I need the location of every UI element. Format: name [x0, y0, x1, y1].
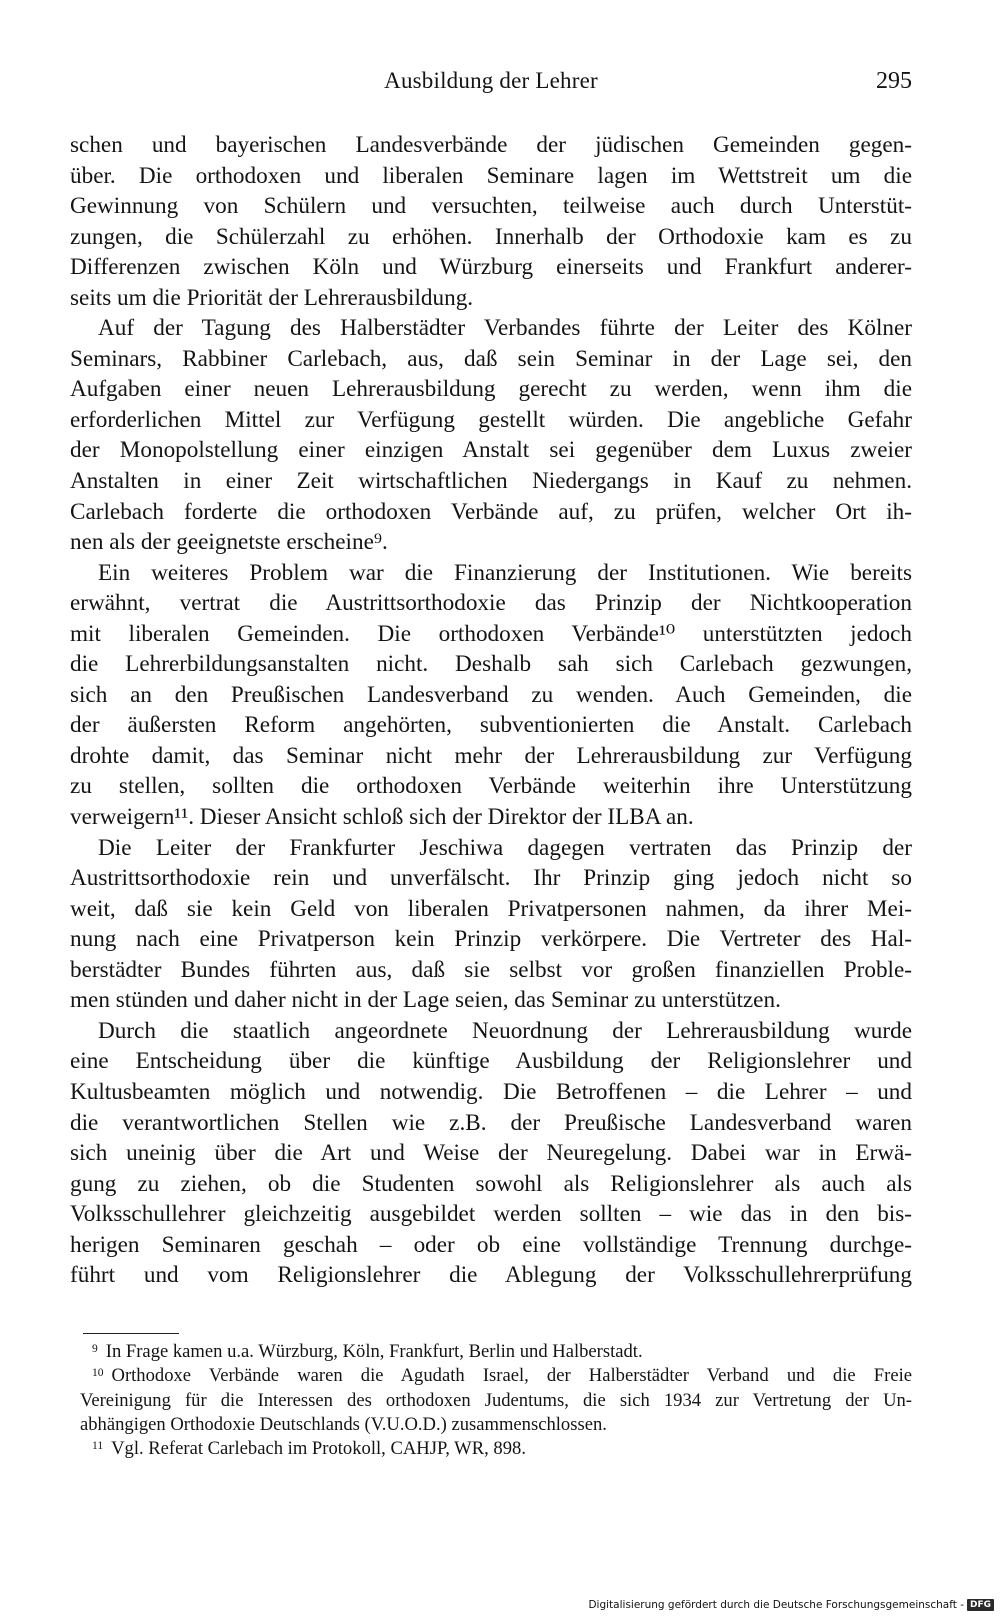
- footnote-line: Vereinigung für die Interessen des orthodoxen Judentums, die sich 1934 zur Vertretung der Un-: [80, 1389, 912, 1411]
- paragraph: [70, 833, 912, 1016]
- paragraph: [70, 130, 912, 313]
- footnote-text: Vgl. Referat Carlebach im Protokoll, CAHJP, WR, 898.: [111, 1438, 526, 1460]
- text-line: Aufgaben einer neuen Lehrerausbildung gerecht zu werden, wenn ihm die: [70, 376, 912, 403]
- text-line: Ein weiteres Problem war die Finanzierung der Institutionen. Wie bereits: [98, 559, 912, 586]
- text-line: gung zu ziehen, ob die Studenten sowohl als Religionslehrer als auch als: [70, 1170, 912, 1197]
- text-line: zungen, die Schülerzahl zu erhöhen. Innerhalb der Orthodoxie kam es zu: [70, 223, 912, 250]
- text-line: Die Leiter der Frankfurter Jeschiwa dagegen vertraten das Prinzip der: [98, 834, 912, 861]
- text-line: zu stellen, sollten die orthodoxen Verbände weiterhin ihre Unterstützung: [70, 773, 912, 800]
- text-line: über. Die orthodoxen und liberalen Seminare lagen im Wettstreit um die: [70, 162, 912, 189]
- text-line: Auf der Tagung des Halberstädter Verbandes führte der Leiter des Kölner: [98, 315, 912, 342]
- text-line: herigen Seminaren geschah – oder ob eine vollständige Trennung durchge-: [70, 1231, 912, 1258]
- footnote-number: 10: [92, 1367, 104, 1380]
- body-text: [70, 130, 912, 1291]
- text-line: Gewinnung von Schülern und versuchten, teilweise auch durch Unterstüt-: [70, 193, 912, 220]
- text-line: nen als der geeignetste erscheine⁹.: [70, 529, 388, 556]
- text-line: Kultusbeamten möglich und notwendig. Die Betroffenen – die Lehrer – und: [70, 1078, 912, 1105]
- footnote-line: abhängigen Orthodoxie Deutschlands (V.U.O.D.) zusammenschlossen.: [80, 1413, 607, 1435]
- footnotes: [80, 1340, 912, 1461]
- text-line: Differenzen zwischen Köln und Würzburg einerseits und Frankfurt anderer-: [70, 254, 912, 281]
- text-line: erwähnt, vertrat die Austrittsorthodoxie das Prinzip der Nichtkooperation: [70, 590, 912, 617]
- text-line: drohte damit, das Seminar nicht mehr der Lehrerausbildung zur Verfügung: [70, 742, 912, 769]
- text-line: sich an den Preußischen Landesverband zu wenden. Auch Gemeinden, die: [70, 681, 912, 708]
- imprint-text: Digitalisierung gefördert durch die Deutsche Forschungsgemeinschaft -: [588, 1599, 964, 1611]
- footnote-line: [80, 1340, 912, 1364]
- text-line: Volksschullehrer gleichzeitig ausgebildet werden sollten – wie das in den bis-: [70, 1201, 912, 1228]
- text-line: verweigern¹¹. Dieser Ansicht schloß sich der Direktor der ILBA an.: [70, 804, 694, 831]
- text-line: eine Entscheidung über die künftige Ausbildung der Religionslehrer und: [70, 1048, 912, 1075]
- running-title: Ausbildung der Lehrer: [384, 68, 598, 93]
- footnote-text: Orthodoxe Verbände waren die Agudath Israel, der Halberstädter Verband und die Freie: [111, 1365, 912, 1387]
- footnote: [80, 1437, 912, 1461]
- text-line: mit liberalen Gemeinden. Die orthodoxen Verbände¹⁰ unterstützten jedoch: [70, 620, 912, 647]
- text-line: berstädter Bundes führten aus, daß sie selbst vor großen finanziellen Proble-: [70, 956, 912, 983]
- text-line: führt und vom Religionslehrer die Ablegung der Volksschullehrerprüfung: [70, 1262, 912, 1289]
- text-line: die Lehrerbildungsanstalten nicht. Deshalb sah sich Carlebach gezwungen,: [70, 651, 912, 678]
- footnote-line: [80, 1437, 912, 1461]
- text-line: weit, daß sie kein Geld von liberalen Privatpersonen nahmen, da ihrer Mei-: [70, 895, 912, 922]
- imprint: [588, 1596, 994, 1614]
- text-line: erforderlichen Mittel zur Verfügung gestellt würden. Die angebliche Gefahr: [70, 406, 912, 433]
- paragraph: [70, 1016, 912, 1291]
- text-line: men stünden und daher nicht in der Lage seien, das Seminar zu unterstützen.: [70, 987, 781, 1014]
- running-head: [70, 64, 912, 104]
- footnote-text: In Frage kamen u.a. Würzburg, Köln, Frankfurt, Berlin und Halberstadt.: [105, 1341, 643, 1362]
- dfg-logo: DFG: [967, 1599, 994, 1611]
- footnote-line: [80, 1364, 912, 1388]
- footnote-number: 9: [92, 1342, 98, 1355]
- text-line: Anstalten in einer Zeit wirtschaftlichen Niedergangs in Kauf zu nehmen.: [70, 468, 912, 495]
- text-line: der Monopolstellung einer einzigen Anstalt sei gegenüber dem Luxus zweier: [70, 437, 912, 464]
- text-line: seits um die Priorität der Lehrerausbildung.: [70, 284, 474, 311]
- footnote-rule: [83, 1333, 179, 1334]
- page-number: 295: [876, 68, 912, 94]
- text-line: Seminars, Rabbiner Carlebach, aus, daß sein Seminar in der Lage sei, den: [70, 345, 912, 372]
- text-line: sich uneinig über die Art und Weise der Neuregelung. Dabei war in Erwä-: [70, 1140, 912, 1167]
- footnote: [80, 1340, 912, 1364]
- text-line: nung nach eine Privatperson kein Prinzip verkörpere. Die Vertreter des Hal-: [70, 926, 912, 953]
- text-line: Austrittsorthodoxie rein und unverfälscht. Ihr Prinzip ging jedoch nicht so: [70, 865, 912, 892]
- footnote-number: 11: [92, 1440, 104, 1452]
- text-line: der äußersten Reform angehörten, subventionierten die Anstalt. Carlebach: [70, 712, 912, 739]
- text-line: schen und bayerischen Landesverbände der jüdischen Gemeinden gegen-: [70, 132, 912, 158]
- text-line: Carlebach forderte die orthodoxen Verbände auf, zu prüfen, welcher Ort ih-: [70, 498, 912, 525]
- paragraph: [70, 313, 912, 557]
- text-line: die verantwortlichen Stellen wie z.B. der Preußische Landesverband waren: [70, 1109, 912, 1136]
- paragraph: [70, 558, 912, 833]
- text-line: Durch die staatlich angeordnete Neuordnung der Lehrerausbildung wurde: [98, 1017, 912, 1044]
- footnote: [80, 1364, 912, 1437]
